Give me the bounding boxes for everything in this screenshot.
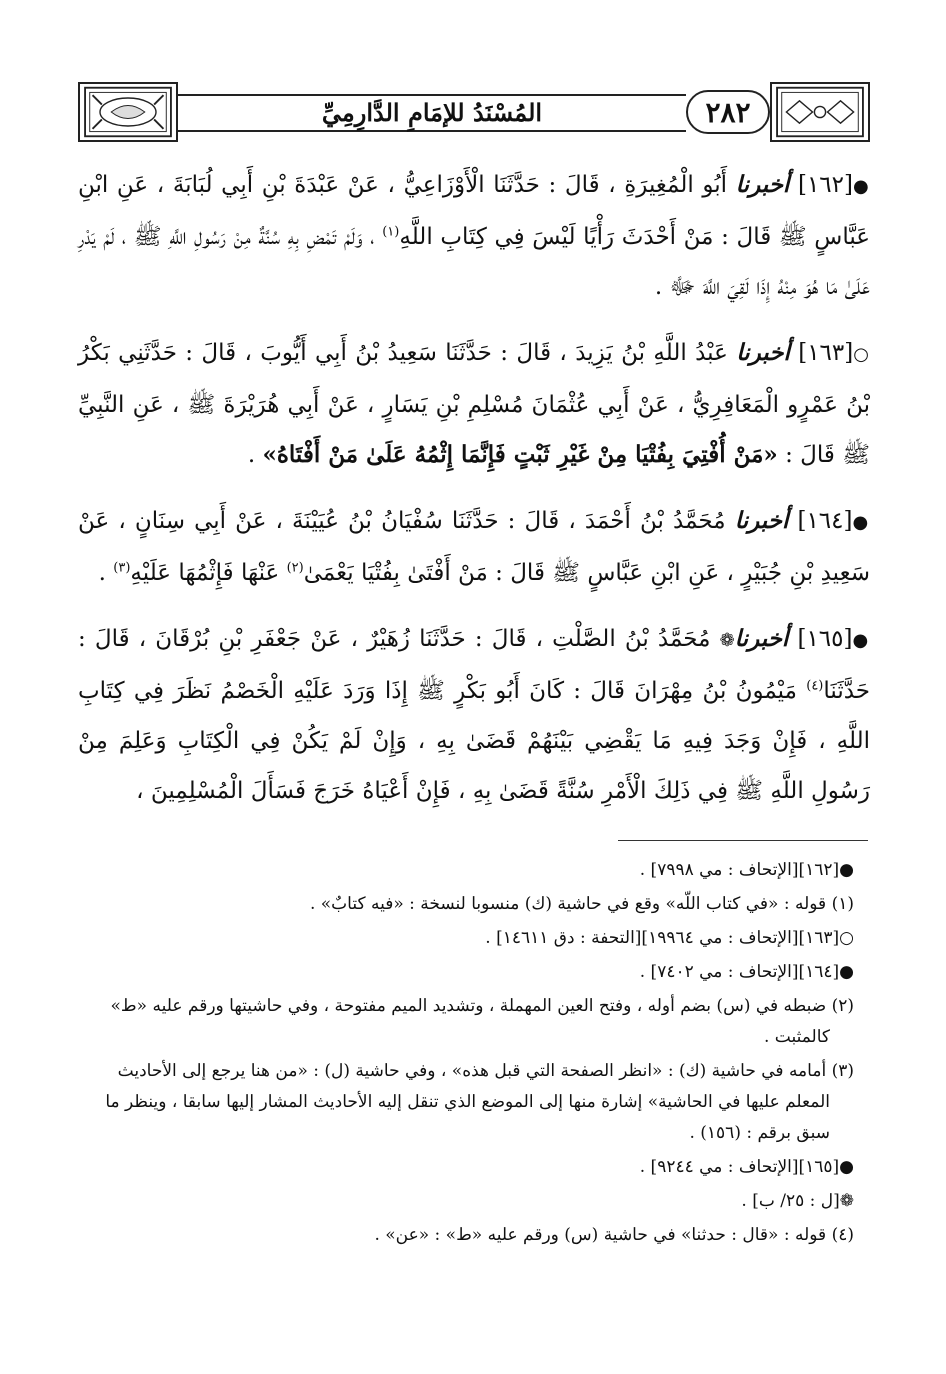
entry-number: [١٦٣] bbox=[798, 340, 854, 366]
footnote-ref: (٣) bbox=[113, 560, 131, 576]
footnote-line: (٢) ضبطه في (س) بضم أوله ، وفتح العين المهملة ، وتشديد الميم مفتوحة ، وفي حاشيتها ورقم عليه «ط» كالمثبت . bbox=[110, 996, 854, 1047]
entry-text: أَبُو الْمُغِيرَةِ ، قَالَ : حَدَّثَنَا الْأَوْزَاعِيُّ ، عَنْ عَبْدَةَ بْنِ أَبِي لُبَابَةَ ، عَنِ ابْنِ عَبَّاسٍ ﷺ قَالَ : مَنْ أَحْدَثَ رَأْيًا لَيْسَ فِي كِتَابِ اللَّهِ bbox=[78, 172, 870, 250]
entry-marker: ● bbox=[852, 512, 871, 533]
hadith-matn: «مَنْ أُفْتِيَ بِفُتْيَا مِنْ غَيْرِ ثَبْتٍ فَإِنَّمَا إِثْمُهُ عَلَىٰ مَنْ أَفْتَاهُ» bbox=[262, 441, 778, 468]
page-number: ٢٨٢ bbox=[686, 90, 770, 134]
footnote-ref: (١) bbox=[382, 224, 400, 240]
page-header bbox=[78, 82, 870, 144]
hadith-entry-162 bbox=[78, 160, 870, 312]
entry-text: عَبْدُ اللَّهِ بْنُ يَزِيدَ ، قَالَ : حَدَّثَنَا سَعِيدُ بْنُ أَبِي أَيُّوبَ ، قَالَ : حَدَّثَنِي بَكْرُ بْنُ عَمْرٍو الْمَعَافِرِيُّ ، عَنْ أَبِي عُثْمَانَ مُسْلِمِ بْنِ يَسَارٍ ، عَنْ أَبِي هُرَيْرَةَ ﷺ ، عَنِ النَّبِيِّ ﷺ قَالَ : bbox=[78, 340, 870, 468]
footnotes bbox=[78, 852, 870, 1254]
akhbarana-label: أخبرنا bbox=[734, 507, 789, 534]
footnote-line: ●[١٦٥][الإتحاف : مي ٩٢٤٤] . bbox=[639, 1157, 854, 1177]
footnote-line: ❁[ل : ٢٥/ ب] . bbox=[741, 1191, 854, 1211]
ornament-right-icon bbox=[770, 82, 870, 142]
footnote-line: (١) قوله : «في كتاب اللّه» وقع في حاشية (ك) منسوبا لنسخة : «فيه كتابٌ» . bbox=[309, 894, 854, 914]
entry-number: [١٦٥] bbox=[797, 626, 853, 652]
entry-text: عَنْهَا فَإِثْمُهَا عَلَيْهِ bbox=[130, 560, 280, 586]
entry-text: مَيْمُونُ بْنُ مِهْرَانَ قَالَ : كَانَ أَبُو بَكْرٍ ﷺ إِذَا وَرَدَ عَلَيْهِ الْخَصْمُ نَظَرَ فِي كِتَابِ اللَّهِ ، فَإِنْ وَجَدَ فِيهِ مَا يَقْضِي بَيْنَهُمْ قَضَىٰ بِهِ ، وَإِنْ لَمْ يَكُنْ فِي الْكِتَابِ وَعَلِمَ مِنْ رَسُولِ اللَّهِ ﷺ فِي ذَلِكَ الْأَمْرِ سُنَّةً قَضَىٰ بِهِ ، فَإِنْ أَعْيَاهُ خَرَجَ فَسَأَلَ الْمُسْلِمِينَ ، bbox=[78, 678, 870, 804]
entry-text: . bbox=[98, 560, 106, 586]
footnote-line: (٣) أمامه في حاشية (ك) : «انظر الصفحة التي قبل هذه» ، وفي حاشية (ل) : «من هنا يرجع إلى الأحاديث المعلم عليها في الحاشية» إشارة منها إلى الموضع الذي تنقل إليه الأحاديث المشار إليها سابقا ، وينظر ما سبق برقم : (١٥٦) . bbox=[105, 1061, 854, 1143]
footnote-separator bbox=[618, 840, 868, 841]
manuscript-flower-icon: ❁ bbox=[719, 630, 735, 651]
entry-text: ، وَلَمْ تَمْضِ بِهِ سُنَّةٌ مِنْ رَسُولِ اللَّهِ ﷺ ، لَمْ يَدْرِ عَلَىٰ مَا هُوَ مِنْهُ إِذَا لَقِيَ اللَّهَ ﷻ . bbox=[78, 224, 870, 300]
footnote-line: ○[١٦٣][الإتحاف : مي ١٩٩٦٤][التحفة : دق ١٤٦١١] . bbox=[485, 928, 854, 948]
entry-text: . bbox=[247, 442, 256, 468]
entry-marker: ● bbox=[852, 176, 871, 197]
footnote-line: ●[١٦٢][الإتحاف : مي ٧٩٩٨] . bbox=[639, 860, 854, 880]
akhbarana-label: أخبرنا bbox=[734, 625, 789, 652]
entry-text: مُحَمَّدُ بْنُ أَحْمَدَ ، قَالَ : حَدَّثَنَا سُفْيَانُ بْنُ عُيَيْنَةَ ، عَنْ أَبِي سِنَانٍ ، عَنْ سَعِيدِ بْنِ جُبَيْرٍ ، عَنِ ابْنِ عَبَّاسٍ ﷺ قَالَ : مَنْ أَفْتَىٰ بِفُتْيَا يَعْمَىٰ bbox=[78, 508, 870, 586]
footnote-line: (٤) قوله : «قال : حدثنا» في حاشية (س) ورقم عليه «ط» : «عن» . bbox=[374, 1225, 854, 1245]
footnote-line: ●[١٦٤][الإتحاف : مي ٧٤٠٢] . bbox=[639, 962, 854, 982]
entry-marker: ○ bbox=[853, 344, 871, 365]
header-rule-bottom bbox=[178, 130, 686, 132]
entry-number: [١٦٤] bbox=[797, 508, 853, 534]
akhbarana-label: أخبرنا bbox=[736, 339, 790, 366]
main-text bbox=[78, 160, 870, 832]
hadith-entry-165 bbox=[78, 614, 870, 816]
entry-text: مُحَمَّدُ بْنُ الصَّلْتِ ، قَالَ : حَدَّثَنَا زُهَيْرٌ ، عَنْ جَعْفَرِ بْنِ بُرْقَانَ ، قَالَ : حَدَّثَنَا bbox=[78, 626, 871, 704]
hadith-entry-164 bbox=[78, 496, 870, 598]
running-title: المُسْنَدُ للإمَامِ الدَّارِمِيِّ bbox=[321, 98, 543, 127]
entry-marker: ● bbox=[852, 630, 871, 651]
akhbarana-label: أخبرنا bbox=[735, 171, 790, 198]
footnote-ref: (٢) bbox=[286, 560, 304, 576]
ornament-left-icon bbox=[78, 82, 178, 142]
entry-number: [١٦٢] bbox=[797, 172, 853, 198]
footnote-ref: (٤) bbox=[806, 678, 824, 694]
hadith-entry-163 bbox=[78, 328, 870, 480]
